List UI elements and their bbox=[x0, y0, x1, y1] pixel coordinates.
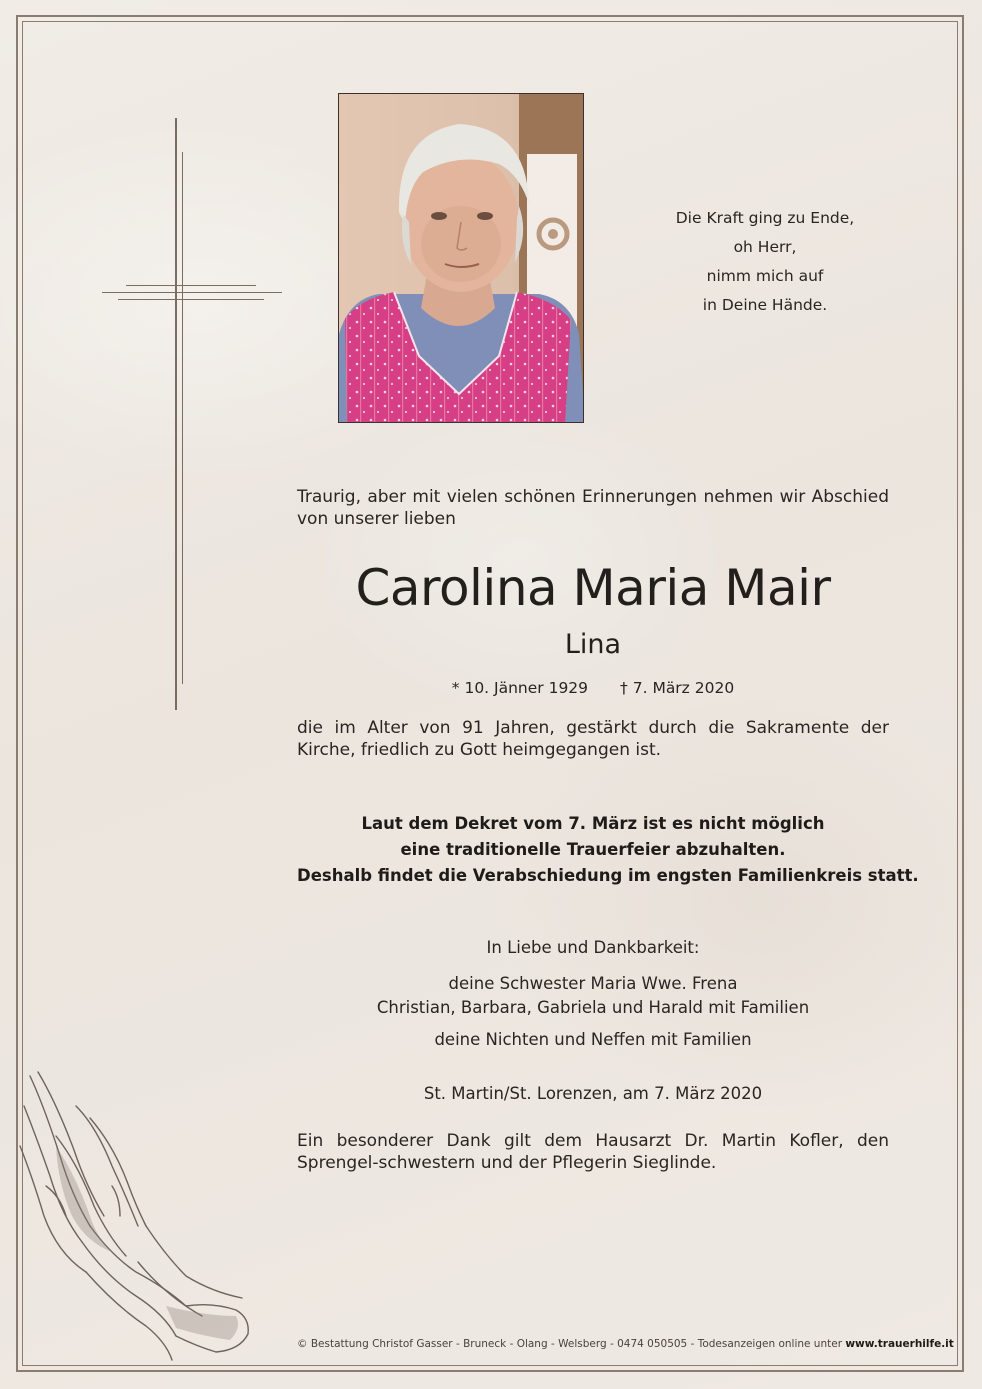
thanks-text: Ein besonderer Dank gilt dem Hausarzt Dr. Martin Kofler, den Sprengel-schwestern und der Pflegerin Sieglinde. bbox=[297, 1131, 889, 1173]
death-date: † 7. März 2020 bbox=[620, 679, 735, 697]
verse-line: nimm mich auf bbox=[706, 267, 824, 285]
life-dates bbox=[297, 677, 889, 699]
memorial-verse bbox=[650, 204, 880, 320]
praying-hands-icon bbox=[16, 1066, 256, 1366]
notice-line: Deshalb findet die Verabschiedung im engsten Familienkreis statt. bbox=[297, 866, 919, 885]
mourner-line: Christian, Barbara, Gabriela und Harald mit Familien bbox=[376, 998, 810, 1017]
footer-link[interactable]: www.trauerhilfe.it bbox=[845, 1338, 954, 1350]
portrait-photo bbox=[338, 93, 584, 423]
footer-text: © Bestattung Christof Gasser - Bruneck - Olang - Welsberg - 0474 050505 - Todesanzeigen online unter bbox=[297, 1338, 846, 1350]
deceased-name: Carolina Maria Mair bbox=[355, 559, 831, 617]
place-date: St. Martin/St. Lorenzen, am 7. März 2020 bbox=[423, 1084, 763, 1103]
notice-line: Laut dem Dekret vom 7. März ist es nicht möglich bbox=[361, 814, 825, 833]
verse-line: Die Kraft ging zu Ende, bbox=[675, 209, 855, 227]
deceased-nickname: Lina bbox=[564, 629, 622, 660]
birth-date: * 10. Jänner 1929 bbox=[451, 679, 589, 697]
funeral-notice bbox=[297, 811, 919, 889]
footer bbox=[297, 1337, 954, 1351]
passing-text: die im Alter von 91 Jahren, gestärkt durch die Sakramente der Kirche, friedlich zu Gott heimgegangen ist. bbox=[297, 718, 889, 760]
mourners-heading: In Liebe und Dankbarkeit: bbox=[486, 938, 700, 957]
mourner-line: deine Nichten und Neffen mit Familien bbox=[434, 1030, 752, 1049]
notice-line: eine traditionelle Trauerfeier abzuhalten. bbox=[400, 840, 786, 859]
mourner-line: deine Schwester Maria Wwe. Frena bbox=[448, 974, 738, 993]
intro-text: Traurig, aber mit vielen schönen Erinnerungen nehmen wir Abschied von unserer lieben bbox=[297, 487, 889, 529]
verse-line: in Deine Hände. bbox=[702, 296, 828, 314]
verse-line: oh Herr, bbox=[733, 238, 797, 256]
mourners-list bbox=[297, 972, 889, 1052]
